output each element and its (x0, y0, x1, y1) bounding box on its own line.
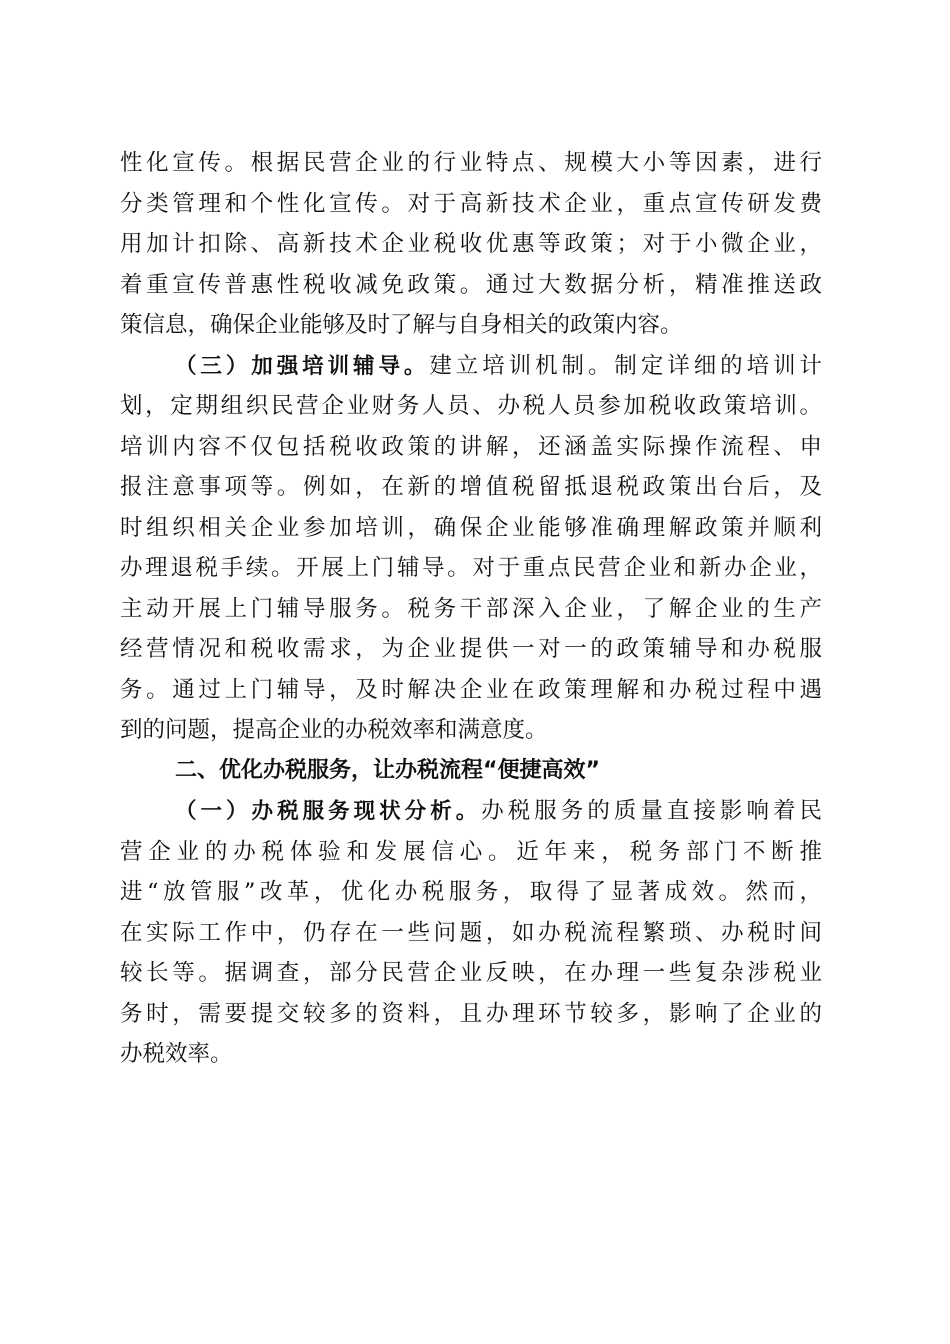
text-line: 时组织相关企业参加培训，确保企业能够准确理解政策并顺利 (120, 514, 822, 541)
text-line: 分类管理和个性化宣传。对于高新技术企业，重点宣传研发费 (120, 190, 822, 217)
text-line: 经营情况和税收需求，为企业提供一对一的政策辅导和办税服 (120, 636, 822, 662)
document-page (120, 143, 822, 1075)
text-line: 营企业的办税体验和发展信心。近年来，税务部门不断推 (120, 838, 822, 865)
text-line: 在实际工作中，仍存在一些问题，如办税流程繁琐、办税时间 (120, 919, 822, 946)
paragraph-personalized-publicity (120, 143, 822, 346)
section-heading: 二、优化办税服务，让办税流程“便捷高效” (175, 757, 600, 783)
text-line: 报注意事项等。例如，在新的增值税留抵退税政策出台后，及 (120, 474, 822, 500)
text-run: 建立培训机制。制定详细的培训计 (429, 352, 822, 379)
paragraph-service-status-analysis (120, 791, 822, 1075)
text-line: 着重宣传普惠性税收减免政策。通过大数据分析，精准推送政 (120, 271, 822, 298)
text-line: 划，定期组织民营企业财务人员、办税人员参加税收政策培训。 (120, 393, 822, 419)
text-line: 到的问题，提高企业的办税效率和满意度。 (120, 717, 548, 743)
text-line: 策信息，确保企业能够及时了解与自身相关的政策内容。 (120, 312, 683, 338)
text-line-first (120, 791, 822, 832)
text-line: 务时，需要提交较多的资料，且办理环节较多，影响了企业的 (120, 1000, 822, 1027)
text-line: 主动开展上门辅导服务。税务干部深入企业，了解企业的生产 (120, 595, 822, 622)
text-line: 进“放管服”改革，优化办税服务，取得了显著成效。然而， (120, 879, 822, 905)
text-run: 办税服务的质量直接影响着民 (481, 798, 822, 824)
text-line: 培训内容不仅包括税收政策的讲解，还涵盖实际操作流程、申 (120, 433, 822, 460)
text-line: 性化宣传。根据民营企业的行业特点、规模大小等因素，进行 (120, 150, 822, 176)
text-line: 办理退税手续。开展上门辅导。对于重点民营企业和新办企业， (120, 555, 822, 581)
subsection-title: （一）办税服务现状分析。 (175, 799, 482, 824)
text-line: 务。通过上门辅导，及时解决企业在政策理解和办税过程中遇 (120, 676, 822, 703)
subsection-title: （三）加强培训辅导。 (175, 353, 430, 379)
text-line: 办税效率。 (120, 1041, 233, 1067)
text-line: 较长等。据调查，部分民营企业反映，在办理一些复杂涉税业 (120, 960, 822, 986)
paragraph-training-guidance (120, 346, 822, 751)
text-line: 用加计扣除、高新技术企业税收优惠等政策；对于小微企业， (120, 231, 822, 257)
text-line-first (120, 346, 822, 387)
